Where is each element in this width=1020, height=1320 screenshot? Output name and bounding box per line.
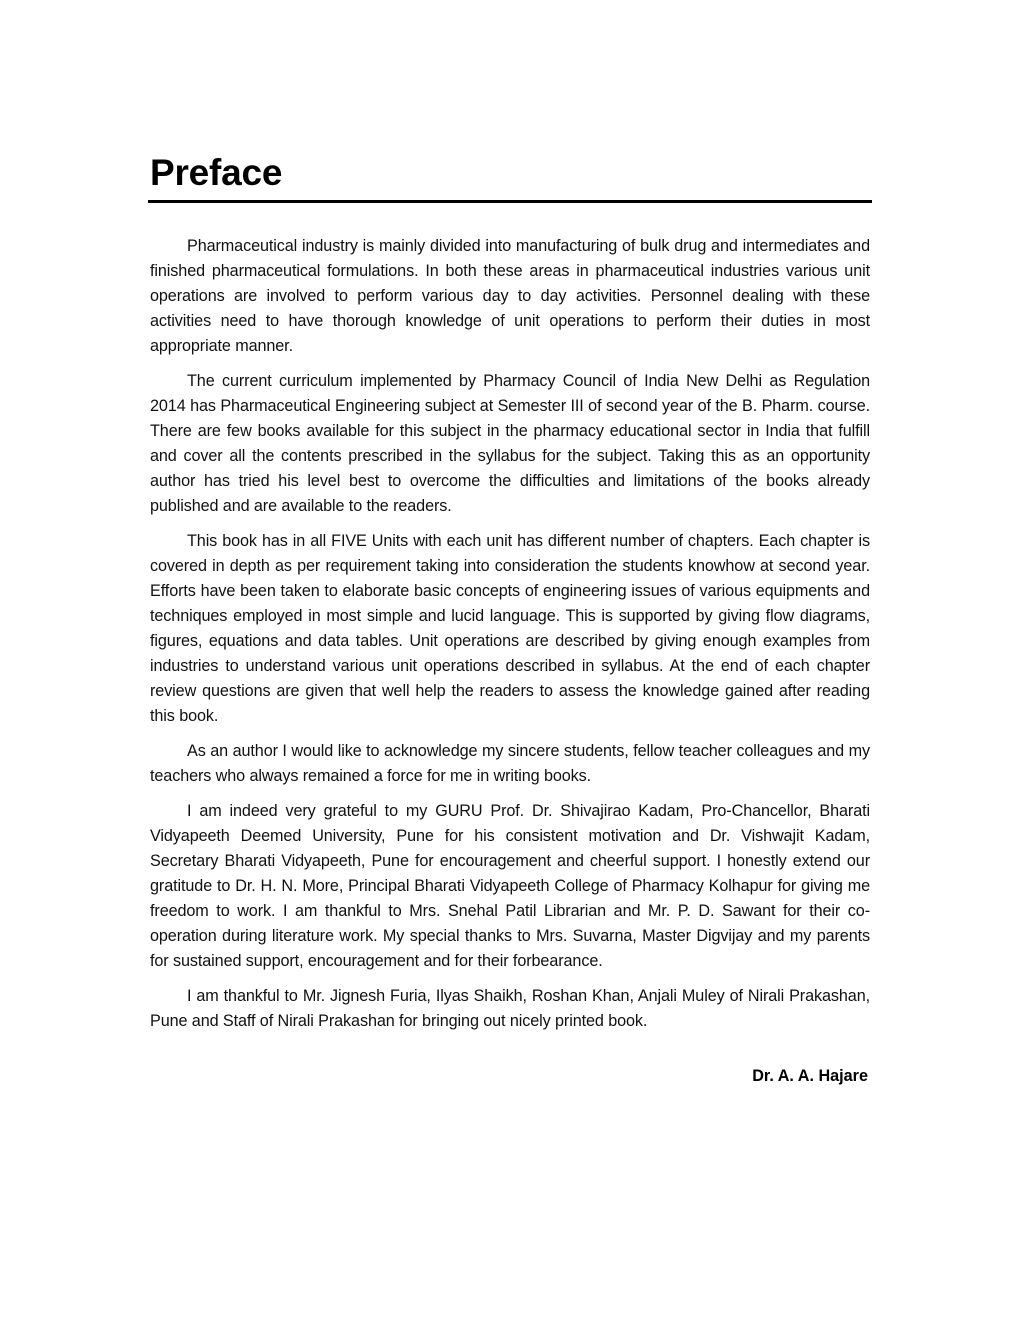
paragraph-6: I am thankful to Mr. Jignesh Furia, Ilyas Shaikh, Roshan Khan, Anjali Muley of Nirali Prakashan, Pune and Staff of Nirali Prakashan for bringing out nicely printed book.: [150, 987, 870, 1030]
paragraph-3: This book has in all FIVE Units with each unit has different number of chapters. Each chapter is covered in depth as per requirement taking into consideration the students knowhow at second year. Efforts have been taken to elaborate basic concepts of engineering issues of various equipments and techniques employed in most simple and lucid language. This is supported by giving flow diagrams, figures, equations and data tables. Unit operations are described by giving enough examples from industries to understand various unit operations described in syllabus. At the end of each chapter review questions are given that well help the readers to assess the knowledge gained after reading this book.: [150, 532, 870, 725]
paragraph-1: Pharmaceutical industry is mainly divided into manufacturing of bulk drug and intermediates and finished pharmaceutical formulations. In both these areas in pharmaceutical industries various unit operations are involved to perform various day to day activities. Personnel dealing with these activities need to have thorough knowledge of unit operations to perform their duties in most appropriate manner.: [150, 237, 870, 355]
author-signature: Dr. A. A. Hajare: [752, 1067, 868, 1085]
paragraph-2: The current curriculum implemented by Pharmacy Council of India New Delhi as Regulation 2014 has Pharmaceutical Engineering subject at Semester III of second year of the B. Pharm. course. There are few books available for this subject in the pharmacy educational sector in India that fulfill and cover all the contents prescribed in the syllabus for the subject. Taking this as an opportunity author has tried his level best to overcome the difficulties and limitations of the books already published and are available to the readers.: [150, 372, 870, 515]
paragraph-5: I am indeed very grateful to my GURU Prof. Dr. Shivajirao Kadam, Pro-Chancellor, Bharati Vidyapeeth Deemed University, Pune for his consistent motivation and Dr. Vishwajit Kadam, Secretary Bharati Vidyapeeth, Pune for encouragement and cheerful support. I honestly extend our gratitude to Dr. H. N. More, Principal Bharati Vidyapeeth College of Pharmacy Kolhapur for giving me freedom to work. I am thankful to Mrs. Snehal Patil Librarian and Mr. P. D. Sawant for their co-operation during literature work. My special thanks to Mrs. Suvarna, Master Digvijay and my parents for sustained support, encouragement and for their forbearance.: [150, 802, 870, 970]
paragraph-4: As an author I would like to acknowledge my sincere students, fellow teacher colleagues and my teachers who always remained a force for me in writing books.: [150, 742, 870, 785]
preface-page: [148, 150, 872, 1086]
page-title: Preface: [150, 152, 283, 193]
preface-body: [148, 234, 870, 1086]
title-underline: [148, 200, 872, 203]
